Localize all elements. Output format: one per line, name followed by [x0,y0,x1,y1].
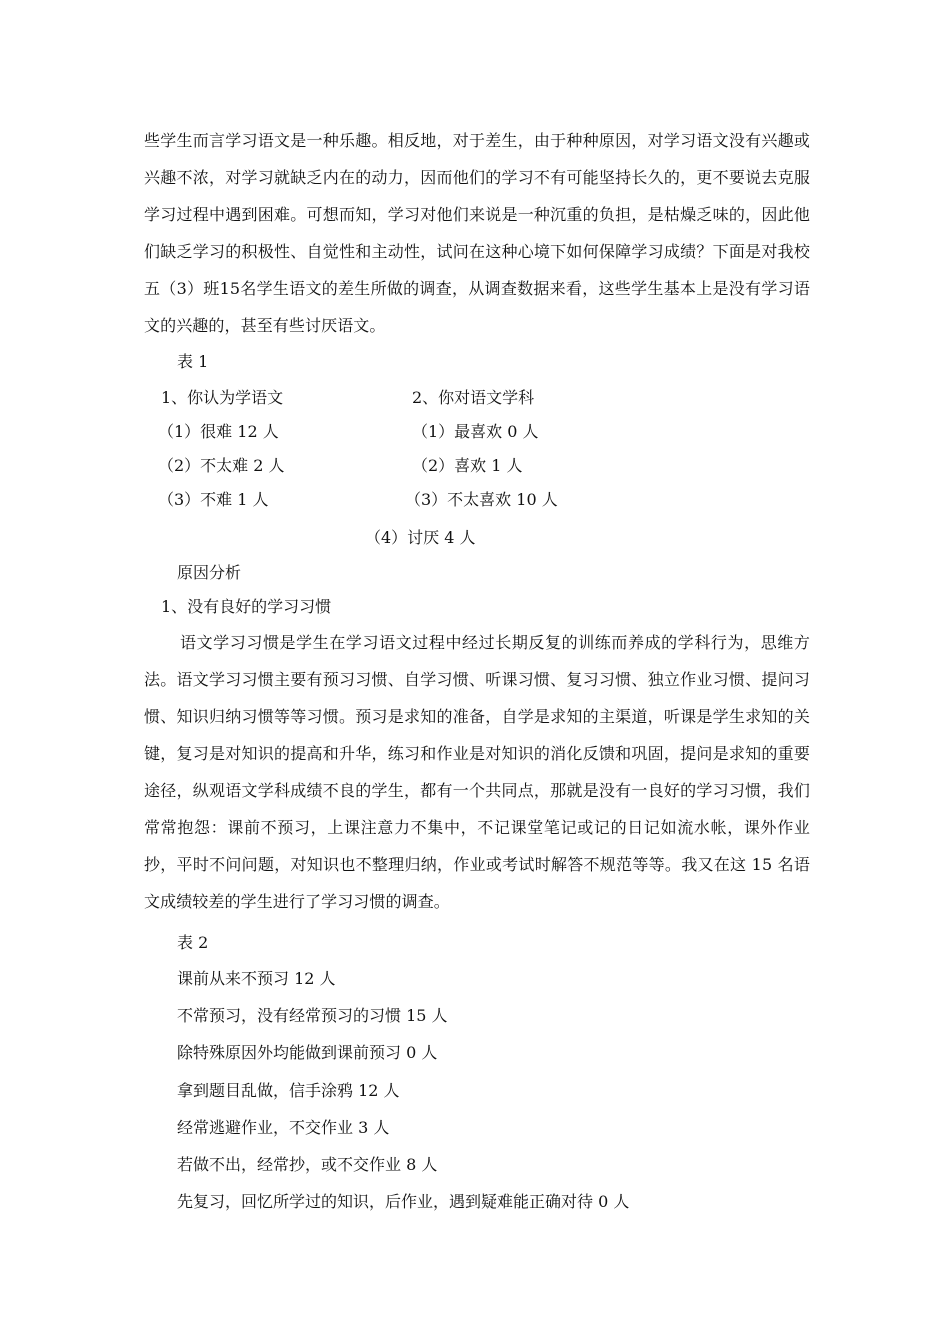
intro-paragraph: 些学生而言学习语文是一种乐趣。相反地，对于差生，由于种种原因，对学习语文没有兴趣或兴趣不浓，对学习就缺乏内在的动力，因而他们的学习不有可能坚持长久的，更不要说去克服学习过程中遇到困难。可想而知，学习对他们来说是一种沉重的负担，是枯燥乏味的，因此他们缺乏学习的积极性、自觉性和主动性，试问在这种心境下如何保障学习成绩？下面是对我校五（3）班15名学生语文的差生所做的调查，从调查数据来看，这些学生基本上是没有学习语文的兴趣的，甚至有些讨厌语文。 [144,131,810,335]
table2-row: 不常预习，没有经常预习的习惯 15 人 [177,1006,448,1025]
table1-q1-option-2: （2）不太难 2 人 [158,456,285,475]
table2-row: 除特殊原因外均能做到课前预习 0 人 [177,1043,438,1062]
table1-q2-option-1: （1）最喜欢 0 人 [412,422,539,441]
analysis-heading: 原因分析 [177,563,242,582]
analysis-point1-heading: 1、没有良好的学习习惯 [161,597,332,616]
table1-question-2: 2、你对语文学科 [412,388,535,407]
table1-q2-option-4: （4）讨厌 4 人 [365,528,476,547]
table2-row: 先复习，回忆所学过的知识，后作业，遇到疑难能正确对待 0 人 [177,1192,630,1211]
table2-row: 拿到题目乱做，信手涂鸦 12 人 [177,1081,400,1100]
table1-q1-option-3: （3）不难 1 人 [158,490,269,509]
table1-q2-option-3: （3）不太喜欢 10 人 [405,490,558,509]
analysis-point1-paragraph: 语文学习习惯是学生在学习语文过程中经过长期反复的训练而养成的学科行为，思维方法。语文学习习惯主要有预习习惯、自学习惯、听课习惯、复习习惯、独立作业习惯、提问习惯、知识归纳习惯等等习惯。预习是求知的准备，自学是求知的主渠道，听课是学生求知的关键，复习是对知识的提高和升华，练习和作业是对知识的消化反馈和巩固，提问是求知的重要途径，纵观语文学科成绩不良的学生，都有一个共同点，那就是没有一良好的学习习惯，我们常常抱怨：课前不预习，上课注意力不集中，不记课堂笔记或记的日记如流水帐，课外作业抄，平时不问问题，对知识也不整理归纳，作业或考试时解答不规范等等。我又在这 15 名语文成绩较差的学生进行了学习习惯的调查。 [144,633,810,911]
table2-row: 经常逃避作业，不交作业 3 人 [177,1118,390,1137]
table2-row: 若做不出，经常抄，或不交作业 8 人 [177,1155,438,1174]
table1-title: 表 1 [177,352,209,371]
table1-q2-option-2: （2）喜欢 1 人 [412,456,523,475]
table2-title: 表 2 [177,933,209,952]
table2-row: 课前从来不预习 12 人 [177,969,336,988]
table1-question-1: 1、你认为学语文 [161,388,284,407]
table1-q1-option-1: （1）很难 12 人 [158,422,279,441]
